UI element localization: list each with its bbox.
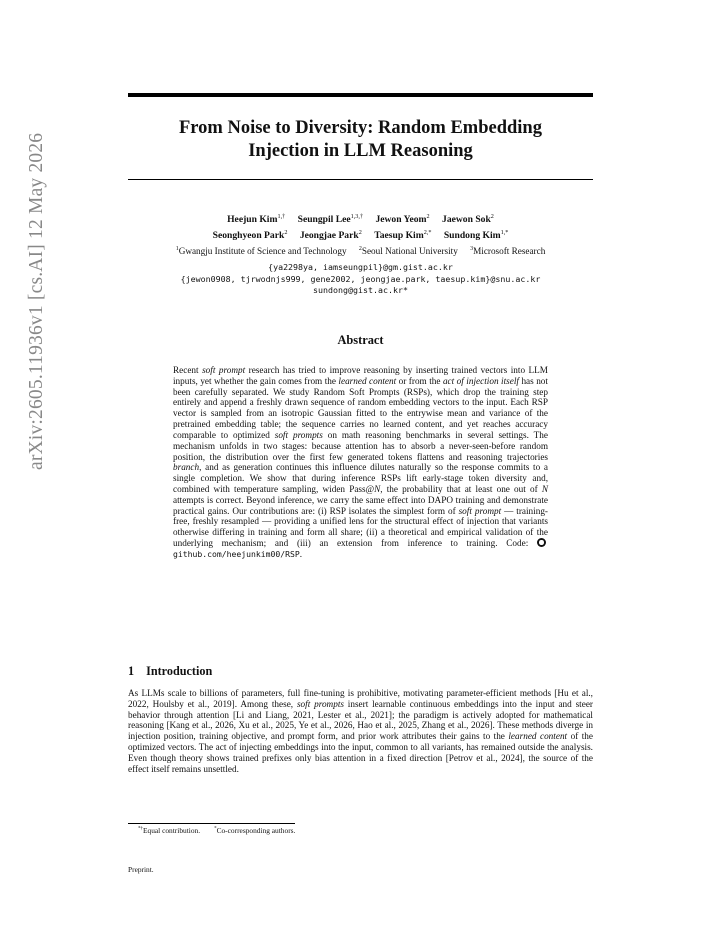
author: Seonghyeon Park$^2$ — [212, 229, 288, 242]
author-emails — [100, 262, 621, 297]
affiliation: $^1$Gwangju Institute of Science and Technology — [175, 246, 347, 257]
top-rule — [128, 93, 593, 97]
title-line-2: Injection in LLM Reasoning — [248, 141, 473, 161]
author: Seungpil Lee$^{1,3,\dagger}$ — [297, 213, 364, 226]
author-list — [128, 210, 593, 242]
author: Heejun Kim$^{1,\dagger}$ — [227, 213, 286, 226]
introduction-body: As LLMs scale to billions of parameters, full fine-tuning is prohibitive, motivating parameter-efficient methods [Hu et al., 2022, Houlsby et al., 2019]. Among these, soft prompts insert learnable continuous embeddings into the input and steer behavior through attention [Li and Liang, 2021, Lester et al., 2021]; the paradigm is actively adopted for mathematical reasoning [Kang et al., 2026, Xu et al., 2025, Ye et al., 2026, Hao et al., 2025, Zhang et al., 2026]. These methods diverge in injection position, training objective, and prompt form, and prior work attributes their gains to the learned content of the optimized vectors. The act of injecting embeddings into the input, common to all variants, has remained outside the analysis. Even though theory shows trained prefixes only bias attention in a fixed direction [Petrov et al., 2024], the source of the effect itself remains unsettled. — [128, 688, 593, 774]
footnote: *†Equal contribution. *Co-corresponding authors. — [138, 826, 296, 835]
affiliations — [100, 243, 621, 257]
email-line: {jewon0908, tjrwodnjs999, gene2002, jeongjae.park, taesup.kim}@snu.ac.kr — [180, 273, 541, 284]
affiliation: $^3$Microsoft Research — [470, 246, 546, 257]
author-row-1 — [128, 210, 593, 226]
footnote-rule — [128, 823, 295, 824]
arxiv-identifier: arXiv:2605.11936v1 [cs.AI] 12 May 2026 — [26, 132, 47, 470]
email-line: sundong@gist.ac.kr* — [313, 285, 408, 295]
author: Jeongjae Park$^2$ — [299, 229, 362, 242]
abstract-heading: Abstract — [337, 333, 384, 347]
abstract-body: Recent soft prompt research has tried to improve reasoning by inserting trained vectors into LLM inputs, yet whether the gain comes from the learned content or from the act of injection itself has not been carefully separated. We study Random Soft Prompts (RSPs), which drop the training step entirely and append a freshly drawn sequence of random embedding vectors to the input. Each RSP vector is sampled from an isotropic Gaussian fitted to the entrywise mean and variance of the pretrained embedding table; the sequence carries no learned content, and yet reaches accuracy comparable to optimized soft prompts on math reasoning benchmarks in several settings. The mechanism unfolds in two stages: because attention has to absorb a never-seen-before random position, the distribution over the first few generated tokens flattens and reasoning trajectories branch, and as generation continues this influence dilutes naturally so the response commits to a single completion. We show that during inference RSPs lift early-stage token diversity and, combined with temperature sampling, widen Pass@N, the probability that at least one out of N attempts is correct. Beyond inference, we carry the same effect into DAPO training and demonstrate practical gains. Our contributions are: (i) RSP isolates the simplest form of soft prompt — training-free, freshly resampled — providing a unified lens for the structural effect of injection that variants otherwise differing in training and form all share; (ii) a theoretical and empirical validation of the underlying mechanism; and (iii) an extension from inference to training. Code: github.com/heejunkim00/RSP. — [173, 365, 548, 559]
code-link[interactable]: github.com/heejunkim00/RSP — [173, 548, 300, 559]
title-rule — [128, 179, 593, 180]
author: Jewon Yeom$^2$ — [375, 213, 430, 226]
github-icon — [537, 538, 546, 547]
author: Sundong Kim$^{1,*}$ — [443, 229, 509, 242]
title-line-1: From Noise to Diversity: Random Embedding — [179, 118, 542, 138]
author-row-2 — [128, 226, 593, 242]
author: Taesup Kim$^{2,*}$ — [374, 229, 432, 242]
affiliation: $^2$Seoul National University — [358, 246, 458, 257]
paper-title — [128, 117, 593, 163]
email-line: {ya2298ya, iamseungpil}@gm.gist.ac.kr — [268, 262, 453, 272]
preprint-label: Preprint. — [128, 865, 154, 874]
author: Jaewon Sok$^2$ — [442, 213, 494, 226]
section-heading-introduction: 1 Introduction — [128, 664, 213, 678]
